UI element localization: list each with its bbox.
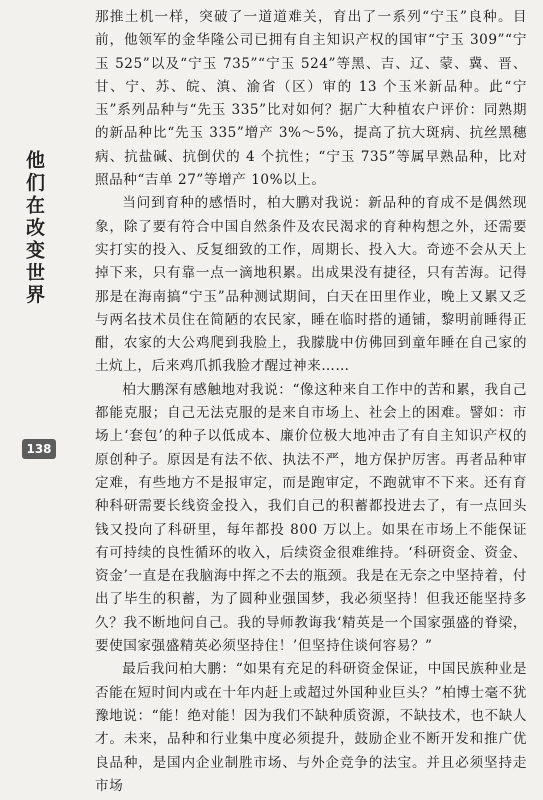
paragraph: 最后我问柏大鹏：“如果有充足的科研资金保证，中国民族种业是否能在短时间内或在十年内赶上或超过外国种业巨头？”柏博士毫不犹豫地说：“能！绝对能！因为我们不缺种质资源，不缺技术，也不缺人才。未来，品种和行业集中度必须提升，鼓励企业不断开发和推广优良品种，是国内企业制胜市场、与外企竞争的法宝。并且必须坚持走市场 xyxy=(95,661,527,794)
body-text xyxy=(95,6,527,796)
paragraph: 柏大鹏深有感触地对我说：“像这种来自工作中的苦和累，我自己都能克服；自己无法克服的是来自市场上、社会上的困难。譬如：市场上‘套包’的种子以低成本、廉价位极大地冲击了有自主知识产权的原创种子。原因是有法不依、执法不严，地方保护厉害。再者品种审定难，有些地方不是报审定，而是跑审定，不跑就审不下来。还有育种科研需要长线资金投入，我们自己的积蓄都投进去了，有一点回头钱又投向了科研里，每年都投 800 万以上。如果在市场上不能保证有可持续的良性循环的收入，后续资金很难维持。‘科研资金、资金、资金’一直是在我脑海中挥之不去的瓶颈。我是在无奈之中坚持着，付出了毕生的积蓄，为了圆种业强国梦，我必须坚持！但我还能坚持多久？我不断地问自己。我的导师教诲我‘精英是一个国家强盛的脊梁，要使国家强盛精英必须坚持住！’但坚持住谈何容易？” xyxy=(95,381,527,655)
running-title: 他们在改变世界 xyxy=(23,150,45,307)
paragraph: 那推土机一样，突破了一道道难关，育出了一系列“宁玉”良种。目前，他领军的金华隆公司已拥有自主知识产权的国审“宁玉 309”“宁玉 525”以及“宁玉 735”“宁玉 524”等黑、吉、辽、蒙、冀、晋、甘、宁、苏、皖、滇、渝省（区）审的 13 个玉米新品种。此“宁玉”系列品种与“先玉 335”比对如何？据广大种植农户评价：同熟期的新品种比“先玉 335”增产 3%～5%，提高了抗大斑病、抗丝黑穗病、抗盐碱、抗倒伏的 4 个抗性；“宁玉 735”等属早熟品种，比对照品种“吉单 27”等增产 10%以上。 xyxy=(95,9,527,189)
page-margin xyxy=(0,0,60,800)
page-number-badge: 138 xyxy=(22,439,56,459)
paragraph: 当问到育种的感悟时，柏大鹏对我说：新品种的育成不是偶然现象，除了要有符合中国自然条件及农民渴求的育种构想之外，还需要实打实的投入、反复细致的工作，周期长、投入大。奇迹不会从天上掉下来，只有靠一点一滴地积累。出成果没有捷径，只有苦海。记得那是在海南搞“宁玉”品种测试期间，白天在田里作业，晚上又累又乏与两名技术员住在简陋的农民家，睡在临时搭的通铺，黎明前睡得正酣，农家的大公鸡爬到我脸上，我朦胧中仿佛回到童年睡在自己家的土炕上，后来鸡爪抓我脸才醒过神来…… xyxy=(95,195,527,375)
